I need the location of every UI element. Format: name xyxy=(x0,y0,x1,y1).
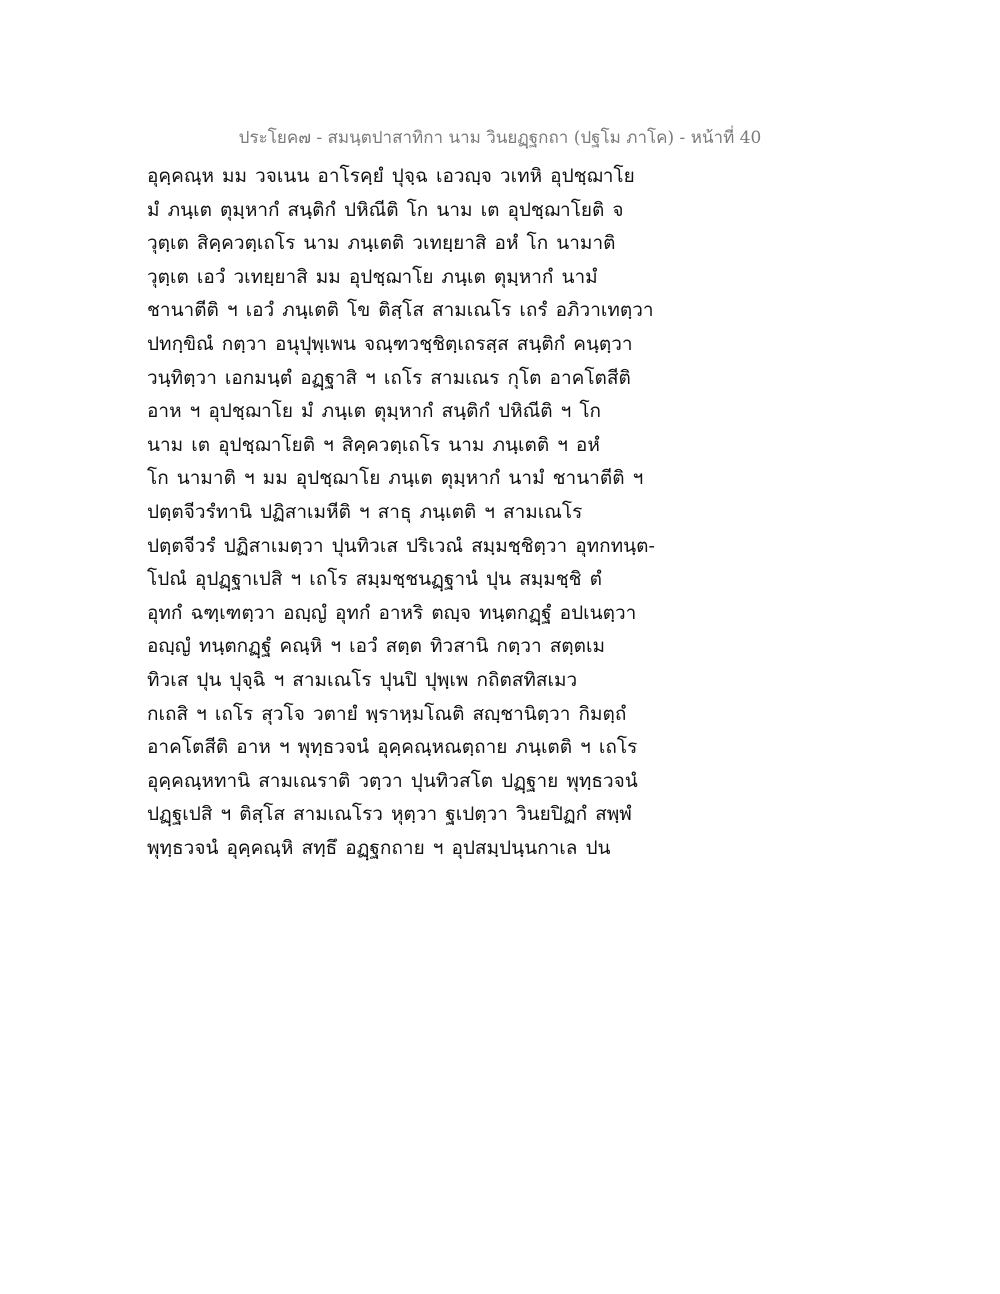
text-line: อญฺญํ ทนฺตกฏฺฐํ คณฺหิ ฯ เอวํ สตฺต ทิวสานิ กตฺวา สตฺตเม xyxy=(147,635,606,658)
text-line: ทิวเส ปุน ปุจฺฉิ ฯ สามเณโร ปุนปิ ปุพฺเพ กถิตสทิสเมว xyxy=(147,668,578,691)
text-line: ปตฺตจีวรํทานิ ปฏิสาเมหีติ ฯ สาธุ ภนฺเตติ ฯ สามเณโร xyxy=(147,500,583,523)
text-line: วุตฺเต เอวํ วเทยฺยาสิ มม อุปชฺฌาโย ภนฺเต ตุมฺหากํ นามํ xyxy=(147,265,598,288)
text-line: อาห ฯ อุปชฺฌาโย มํ ภนฺเต ตุมฺหากํ สนฺติกํ ปหิณีติ ฯ โก xyxy=(147,400,602,423)
text-line: มํ ภนฺเต ตุมฺหากํ สนฺติกํ ปหิณีติ โก นาม เต อุปชฺฌาโยติ จ xyxy=(147,198,624,221)
text-line: พุทฺธวจนํ อุคฺคณฺหิ สทฺธึ อฏฺฐกถาย ฯ อุปสมฺปนฺนกาเล ปน xyxy=(147,836,611,859)
text-line: อุคฺคณฺห มม วจเนน อาโรคฺยํ ปุจฺฉ เอวญฺจ วเทหิ อุปชฺฌาโย xyxy=(147,165,635,187)
body-text xyxy=(147,160,677,865)
text-line: อาคโตสีติ อาห ฯ พุทฺธวจนํ อุคฺคณฺหณตฺถาย ภนฺเตติ ฯ เถโร xyxy=(147,736,638,759)
text-line: ชานาตีติ ฯ เอวํ ภนฺเตติ โข ติสฺโส สามเณโร เถรํ อภิวาเทตฺวา xyxy=(147,299,654,322)
text-line: โปณํ อุปฏฺฐาเปสิ ฯ เถโร สมฺมชฺชนฏฺฐานํ ปุน สมฺมชฺชิ ตํ xyxy=(147,568,602,591)
text-line: กเถสิ ฯ เถโร สุวโจ วตายํ พฺราหฺมโณติ สญฺชานิตฺวา กิมตฺถํ xyxy=(147,702,627,725)
text-line: ปทกฺขิณํ กตฺวา อนุปุพฺเพน จณฺฑวชฺชิตฺเถรสฺส สนฺติกํ คนฺตฺวา xyxy=(147,332,633,355)
text-line: วนฺทิตฺวา เอกมนฺตํ อฏฺฐาสิ ฯ เถโร สามเณร กุโต อาคโตสีติ xyxy=(147,366,631,389)
text-line: อุทกํ ฉฑฺเฑตฺวา อญฺญํ อุทกํ อาหริ ตญฺจ ทนฺตกฏฺฐํ อปเนตฺวา xyxy=(147,601,637,624)
text-line: อุคฺคณฺหทานิ สามเณราติ วตฺวา ปุนทิวสโต ปฏฺฐาย พุทฺธวจนํ xyxy=(147,769,638,792)
running-head: ประโยค๗ - สมนฺตปาสาทิกา นาม วินยฏฺฐกถา (ปฐโม ภาโค) - หน้าที่ 40 xyxy=(238,128,762,148)
text-line: ปตฺตจีวรํ ปฏิสาเมตฺวา ปุนทิวเส ปริเวณํ สมฺมชฺชิตฺวา อุทกทนฺต- xyxy=(147,534,655,557)
text-line: นาม เต อุปชฺฌาโยติ ฯ สิคฺควตฺเถโร นาม ภนฺเตติ ฯ อหํ xyxy=(147,433,600,456)
text-line: ปฏฺฐเปสิ ฯ ติสฺโส สามเณโรว หุตฺวา ฐเปตฺวา วินยปิฏกํ สพฺพํ xyxy=(147,803,632,826)
text-line: โก นามาติ ฯ มม อุปชฺฌาโย ภนฺเต ตุมฺหากํ นามํ ชานาตีติ ฯ xyxy=(147,467,644,490)
text-line: วุตฺเต สิคฺควตฺเถโร นาม ภนฺเตติ วเทยฺยาสิ อหํ โก นามาติ xyxy=(147,232,616,255)
